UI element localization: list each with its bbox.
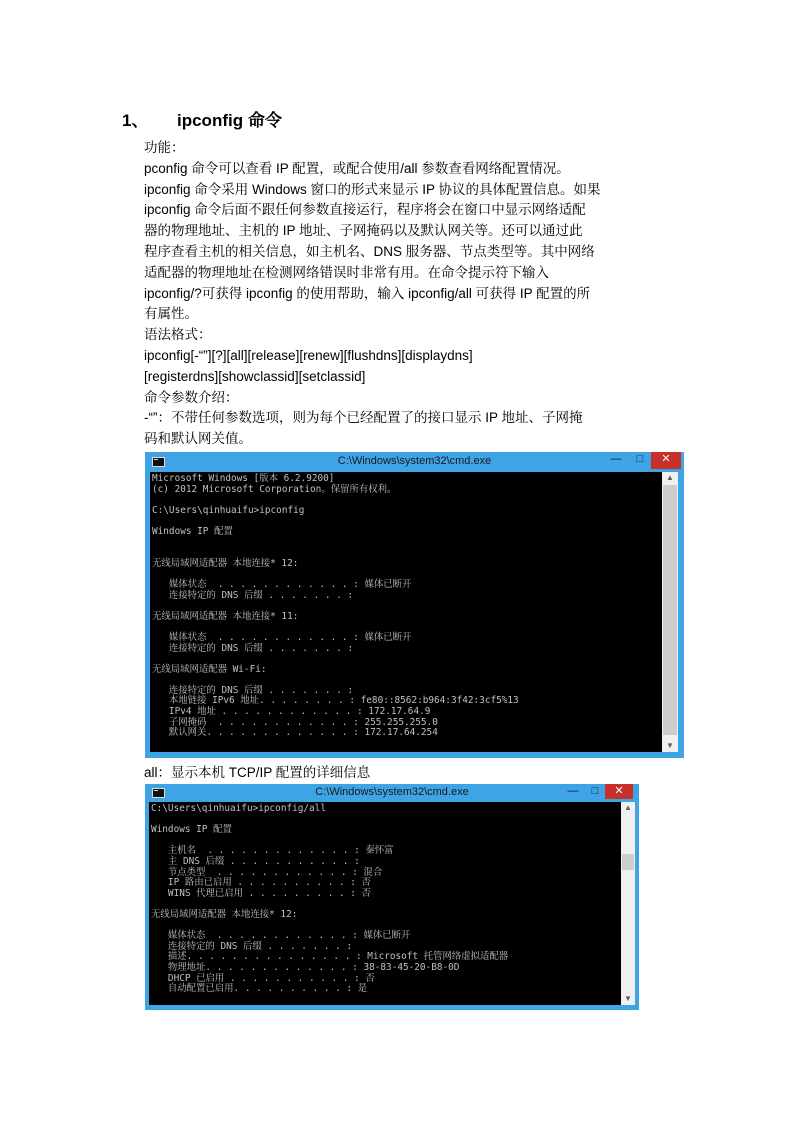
console-line: 描述. . . . . . . . . . . . . . . : Microsoft 托管网络虚拟适配器	[151, 951, 509, 963]
console-line: C:\Users\qinhuaifu>ipconfig	[152, 504, 305, 516]
console-line: 无线局域网适配器 本地连接* 12:	[151, 908, 298, 920]
console-line: 连接特定的 DNS 后缀 . . . . . . . :	[152, 684, 354, 696]
cmd-window-ipconfig-all	[145, 784, 639, 1010]
intro-line: pconfig 命令可以查看 IP 配置，或配合使用/all 参数查看网络配置情况。	[144, 160, 570, 176]
intro-line: ipconfig 命令后面不跟任何参数直接运行，程序将会在窗口中显示网络适配	[144, 202, 586, 218]
close-icon: ✕	[614, 785, 624, 797]
intro-line: [registerdns][showclassid][setclassid]	[144, 368, 366, 384]
console-line: 物理地址. . . . . . . . . . . . . : 38-83-45-20-B8-0D	[151, 961, 460, 973]
intro-line: ipconfig/?可获得 ipconfig 的使用帮助，输入 ipconfig/all 可获得 IP 配置的所	[144, 285, 591, 301]
console-line: 无线局域网适配器 本地连接* 12:	[152, 557, 299, 569]
console-line: IPv4 地址 . . . . . . . . . . . . : 172.17.64.9	[152, 706, 431, 718]
console-line: 子网掩码 . . . . . . . . . . . . : 255.255.255.0	[152, 716, 438, 728]
intro-text	[144, 138, 684, 450]
section-title: ipconfig 命令	[177, 111, 282, 130]
intro-line: 有属性。	[144, 306, 198, 322]
minimize-icon: —	[610, 453, 622, 465]
console-line: 连接特定的 DNS 后缀 . . . . . . . :	[152, 642, 354, 654]
intro-line: -“”：不带任何参数选项，则为每个已经配置了的接口显示 IP 地址、子网掩	[144, 410, 583, 426]
console-line: DHCP 已启用 . . . . . . . . . . . : 否	[151, 972, 375, 984]
minimize-button[interactable]	[603, 452, 629, 469]
console-line: IP 路由已启用 . . . . . . . . . . : 否	[151, 877, 371, 889]
intro-line: 功能：	[144, 140, 185, 155]
section-number: 1、	[122, 111, 149, 130]
console-text	[150, 472, 662, 739]
maximize-icon: □	[591, 785, 599, 797]
intro-line: 器的物理地址、主机的 IP 地址、子网掩码以及默认网关等。还可以通过此	[144, 223, 583, 239]
console-line: 无线局域网适配器 本地连接* 11:	[152, 610, 299, 622]
scroll-thumb[interactable]	[663, 485, 677, 735]
vertical-scrollbar[interactable]	[621, 802, 635, 1005]
scroll-down-icon[interactable]: ▼	[666, 741, 674, 750]
intro-line: ipconfig[-“”][?][all][release][renew][flushdns][displaydns]	[144, 347, 473, 363]
console-line: 媒体状态 . . . . . . . . . . . . : 媒体已断开	[152, 578, 412, 590]
intro-line: 码和默认网关值。	[144, 431, 252, 447]
maximize-button[interactable]	[629, 452, 651, 469]
console-line: 默认网关. . . . . . . . . . . . . : 172.17.64.254	[152, 727, 438, 739]
console-text	[149, 802, 621, 995]
vertical-scrollbar[interactable]	[662, 472, 678, 752]
intro-line: 语法格式：	[144, 327, 212, 343]
maximize-button[interactable]	[585, 784, 605, 799]
console-line: 节点类型 . . . . . . . . . . . . : 混合	[151, 866, 383, 878]
console-line: Windows IP 配置	[151, 824, 232, 836]
scroll-up-icon[interactable]: ▲	[624, 803, 632, 812]
console-line: 主 DNS 后缀 . . . . . . . . . . . :	[151, 855, 360, 867]
close-button[interactable]	[605, 784, 633, 799]
console-line: 主机名 . . . . . . . . . . . . . : 秦怀富	[151, 845, 394, 857]
window-title: C:\Windows\system32\cmd.exe	[315, 786, 469, 798]
console-line: 自动配置已启用. . . . . . . . . . : 是	[151, 983, 368, 995]
scroll-up-icon[interactable]: ▲	[666, 473, 674, 482]
console-line: Windows IP 配置	[152, 525, 233, 537]
console-line: 本地链接 IPv6 地址. . . . . . . . : fe80::8562:b964:3f42:3cf5%13	[152, 695, 519, 707]
intro-line: ipconfig 命令采用 Windows 窗口的形式来显示 IP 协议的具体配置信息。如果	[144, 181, 601, 197]
console-line	[152, 538, 662, 549]
close-icon: ✕	[661, 453, 671, 465]
console-line: 媒体状态 . . . . . . . . . . . . : 媒体已断开	[151, 930, 411, 942]
maximize-icon: □	[636, 453, 644, 465]
scroll-thumb[interactable]	[622, 854, 634, 870]
console-output[interactable]	[150, 472, 662, 752]
console-line: 无线局域网适配器 Wi-Fi:	[152, 663, 267, 675]
window-titlebar[interactable]	[145, 452, 684, 472]
console-line: C:\Users\qinhuaifu>ipconfig/all	[151, 803, 326, 814]
console-line: 连接特定的 DNS 后缀 . . . . . . . :	[152, 589, 354, 601]
cmd-window-ipconfig	[145, 452, 684, 758]
console-line: (c) 2012 Microsoft Corporation。保留所有权利。	[152, 483, 397, 495]
intro-line: 命令参数介绍：	[144, 389, 239, 405]
intro-line: 适配器的物理地址在检测网络错误时非常有用。在命令提示符下输入	[144, 264, 549, 280]
section-heading	[122, 106, 282, 131]
intro-line: 程序查看主机的相关信息，如主机名、DNS 服务器、节点类型等。其中网络	[144, 243, 595, 259]
window-titlebar[interactable]	[145, 784, 639, 801]
all-caption: all：显示本机 TCP/IP 配置的详细信息	[144, 765, 371, 780]
console-output[interactable]	[149, 802, 621, 1005]
console-line: 媒体状态 . . . . . . . . . . . . : 媒体已断开	[152, 631, 412, 643]
console-line: WINS 代理已启用 . . . . . . . . . : 否	[151, 887, 371, 899]
console-line: 连接特定的 DNS 后缀 . . . . . . . :	[151, 940, 353, 952]
window-title: C:\Windows\system32\cmd.exe	[337, 455, 492, 467]
minimize-button[interactable]	[561, 784, 585, 799]
close-button[interactable]	[651, 452, 681, 469]
console-line: Microsoft Windows [版本 6.2.9200]	[152, 473, 335, 484]
minimize-icon: —	[567, 785, 579, 797]
scroll-down-icon[interactable]: ▼	[624, 994, 632, 1003]
